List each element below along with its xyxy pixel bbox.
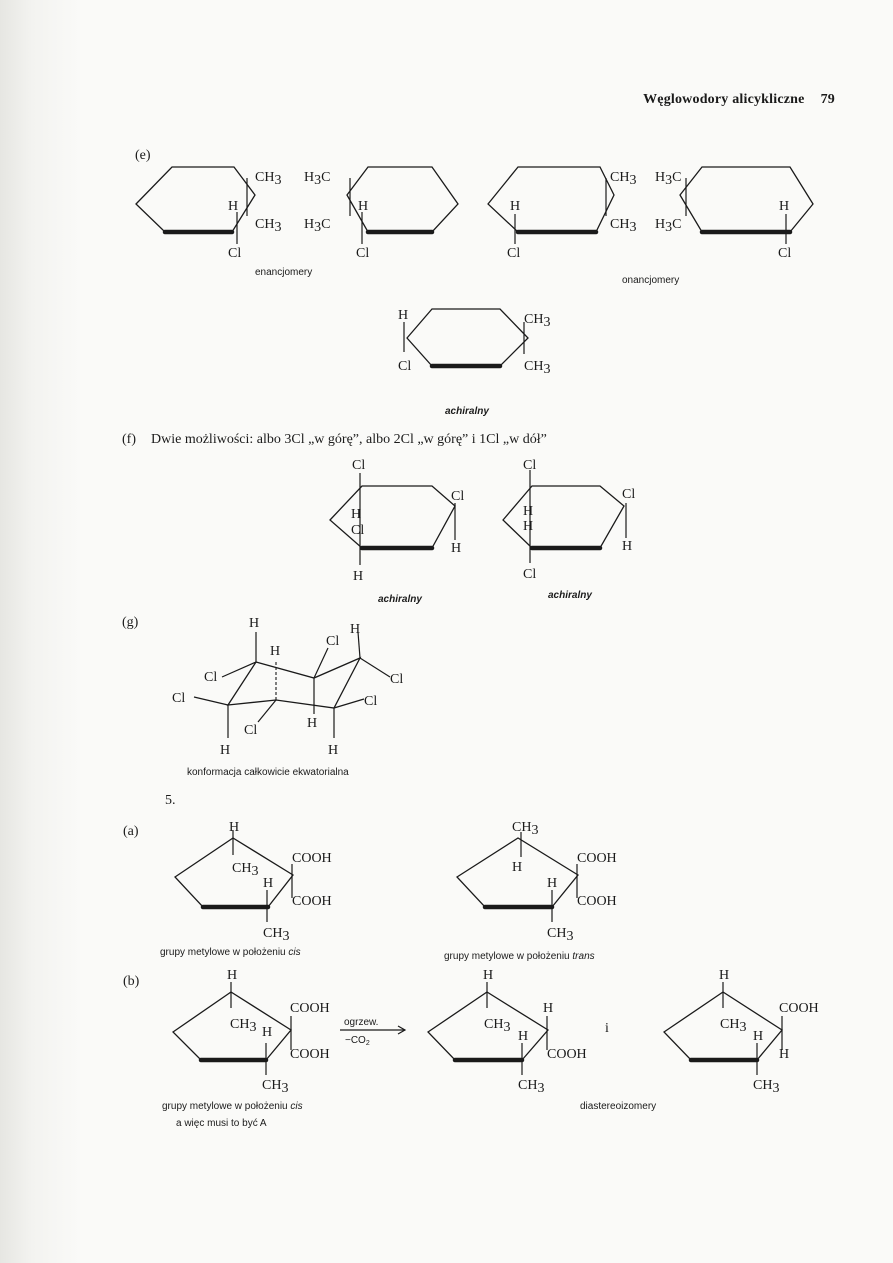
atom-cl: Cl bbox=[778, 246, 792, 261]
atom-ch3: CH3 bbox=[263, 926, 290, 944]
atom-ch3: CH3 bbox=[524, 312, 551, 330]
molecule-5b-product1 bbox=[428, 968, 587, 1096]
caption-5a-cis: grupy metylowe w położeniu cis bbox=[160, 947, 301, 958]
atom-cooh: COOH bbox=[577, 851, 617, 866]
atom-cl: Cl bbox=[204, 670, 218, 685]
molecule-e2 bbox=[304, 167, 458, 261]
atom-cooh: COOH bbox=[290, 1047, 330, 1062]
atom-cl: Cl bbox=[390, 672, 404, 687]
caption-enancjomery: enancjomery bbox=[255, 267, 313, 278]
bond bbox=[194, 697, 228, 705]
atom-h: H bbox=[220, 743, 231, 758]
atom-cl: Cl bbox=[364, 694, 378, 709]
atom-h: H bbox=[350, 622, 361, 637]
atom-h3c: H3C bbox=[655, 217, 682, 235]
atom-cooh: COOH bbox=[292, 851, 332, 866]
conjunction-i: i bbox=[605, 1021, 609, 1036]
atom-ch3: CH3 bbox=[753, 1078, 780, 1096]
atom-h: H bbox=[358, 199, 369, 214]
ring-e4 bbox=[680, 167, 813, 232]
atom-h: H bbox=[483, 968, 494, 983]
atom-cooh: COOH bbox=[290, 1001, 330, 1016]
atom-h: H bbox=[719, 968, 730, 983]
atom-h: H bbox=[622, 539, 633, 554]
atom-h: H bbox=[228, 199, 239, 214]
atom-cl: Cl bbox=[356, 246, 370, 261]
caption-onancjomery: onancjomery bbox=[622, 275, 680, 286]
molecule-e4 bbox=[655, 167, 813, 261]
atom-ch3: CH3 bbox=[230, 1017, 257, 1035]
atom-h: H bbox=[753, 1029, 764, 1044]
atom-h: H bbox=[451, 541, 462, 556]
atom-ch3: CH3 bbox=[232, 861, 259, 879]
arrow-label-bottom: $-CO_2$ bbox=[345, 1035, 370, 1047]
atom-h: H bbox=[249, 616, 260, 631]
atom-cl: Cl bbox=[507, 246, 521, 261]
atom-ch3: CH3 bbox=[720, 1017, 747, 1035]
ring-e5 bbox=[407, 309, 528, 366]
caption-achiralny-f2: achiralny bbox=[548, 590, 592, 601]
ring-f1 bbox=[330, 486, 455, 548]
atom-ch3: CH3 bbox=[484, 1017, 511, 1035]
label-g: (g) bbox=[122, 615, 139, 630]
atom-h: H bbox=[779, 1047, 790, 1062]
arrow-label-top: ogrzew. bbox=[344, 1017, 379, 1028]
molecule-e5 bbox=[398, 308, 550, 377]
atom-ch3: CH3 bbox=[610, 170, 637, 188]
label-a: (a) bbox=[123, 824, 139, 839]
atom-h3c: H3C bbox=[304, 170, 331, 188]
atom-ch3: CH3 bbox=[524, 359, 551, 377]
atom-h3c: H3C bbox=[655, 170, 682, 188]
molecule-5b-product2 bbox=[664, 968, 819, 1096]
atom-h: H bbox=[328, 743, 339, 758]
molecule-e3 bbox=[488, 167, 636, 261]
caption-5b-cis: grupy metylowe w położeniu cis bbox=[162, 1101, 303, 1112]
atom-ch3: CH3 bbox=[610, 217, 637, 235]
atom-h: H bbox=[262, 1025, 273, 1040]
problem-number: 5. bbox=[165, 793, 176, 808]
caption-achiralny: achiralny bbox=[445, 406, 489, 417]
label-b: (b) bbox=[123, 974, 140, 989]
atom-h: H bbox=[353, 569, 364, 584]
reaction-arrow bbox=[340, 1017, 405, 1047]
atom-ch3: CH3 bbox=[255, 217, 282, 235]
caption-diastereoizomery: diastereoizomery bbox=[580, 1101, 657, 1112]
atom-cl: Cl bbox=[326, 634, 340, 649]
atom-h: H bbox=[307, 716, 318, 731]
atom-cl: Cl bbox=[351, 523, 365, 538]
atom-h: H bbox=[227, 968, 238, 983]
atom-cooh: COOH bbox=[292, 894, 332, 909]
ring-e3 bbox=[488, 167, 614, 232]
atom-cl: Cl bbox=[398, 359, 412, 374]
atom-cl: Cl bbox=[523, 567, 537, 582]
molecule-5a-trans bbox=[457, 820, 617, 944]
atom-h: H bbox=[547, 876, 558, 891]
atom-ch3: CH3 bbox=[518, 1078, 545, 1096]
caption-5a-trans: grupy metylowe w położeniu trans bbox=[444, 951, 595, 962]
atom-h: H bbox=[398, 308, 409, 323]
atom-h: H bbox=[779, 199, 790, 214]
caption-konformacja: konformacja całkowicie ekwatorialna bbox=[187, 767, 349, 778]
ring-f2 bbox=[503, 486, 624, 548]
atom-cl: Cl bbox=[172, 691, 186, 706]
atom-h: H bbox=[518, 1029, 529, 1044]
atom-cl: Cl bbox=[622, 487, 636, 502]
page-number: 79 bbox=[820, 92, 835, 107]
atom-cl: Cl bbox=[352, 458, 366, 473]
caption-achiralny-f1: achiralny bbox=[378, 594, 422, 605]
atom-cl: Cl bbox=[228, 246, 242, 261]
atom-h: H bbox=[229, 820, 240, 835]
atom-h: H bbox=[270, 644, 281, 659]
molecule-5b-start bbox=[173, 968, 330, 1096]
molecule-5a-cis bbox=[175, 820, 332, 944]
molecule-e1 bbox=[136, 167, 281, 261]
atom-cooh: COOH bbox=[547, 1047, 587, 1062]
bond bbox=[360, 658, 390, 677]
atom-ch3: CH3 bbox=[547, 926, 574, 944]
molecule-f2 bbox=[503, 458, 635, 582]
molecule-f1 bbox=[330, 458, 464, 584]
molecule-g-chair bbox=[172, 616, 403, 758]
atom-h: H bbox=[523, 519, 534, 534]
atom-h: H bbox=[543, 1001, 554, 1016]
atom-cooh: COOH bbox=[577, 894, 617, 909]
atom-cl: Cl bbox=[451, 489, 465, 504]
atom-ch3: CH3 bbox=[512, 820, 539, 838]
atom-h: H bbox=[510, 199, 521, 214]
caption-5b-conclusion: a więc musi to być A bbox=[176, 1118, 267, 1129]
atom-h: H bbox=[263, 876, 274, 891]
atom-cl: Cl bbox=[523, 458, 537, 473]
bond bbox=[258, 700, 276, 722]
atom-h: H bbox=[512, 860, 523, 875]
atom-cooh: COOH bbox=[779, 1001, 819, 1016]
label-f: (f) bbox=[122, 432, 136, 447]
text-f: Dwie możliwości: albo 3Cl „w górę”, albo 2Cl „w górę” i 1Cl „w dół” bbox=[151, 432, 547, 447]
atom-cl: Cl bbox=[244, 723, 258, 738]
label-e: (e) bbox=[135, 148, 151, 163]
atom-h3c: H3C bbox=[304, 217, 331, 235]
atom-h: H bbox=[523, 504, 534, 519]
header-title: Węglowodory alicykliczne bbox=[643, 92, 805, 107]
atom-ch3: CH3 bbox=[255, 170, 282, 188]
atom-ch3: CH3 bbox=[262, 1078, 289, 1096]
atom-h: H bbox=[351, 507, 362, 522]
